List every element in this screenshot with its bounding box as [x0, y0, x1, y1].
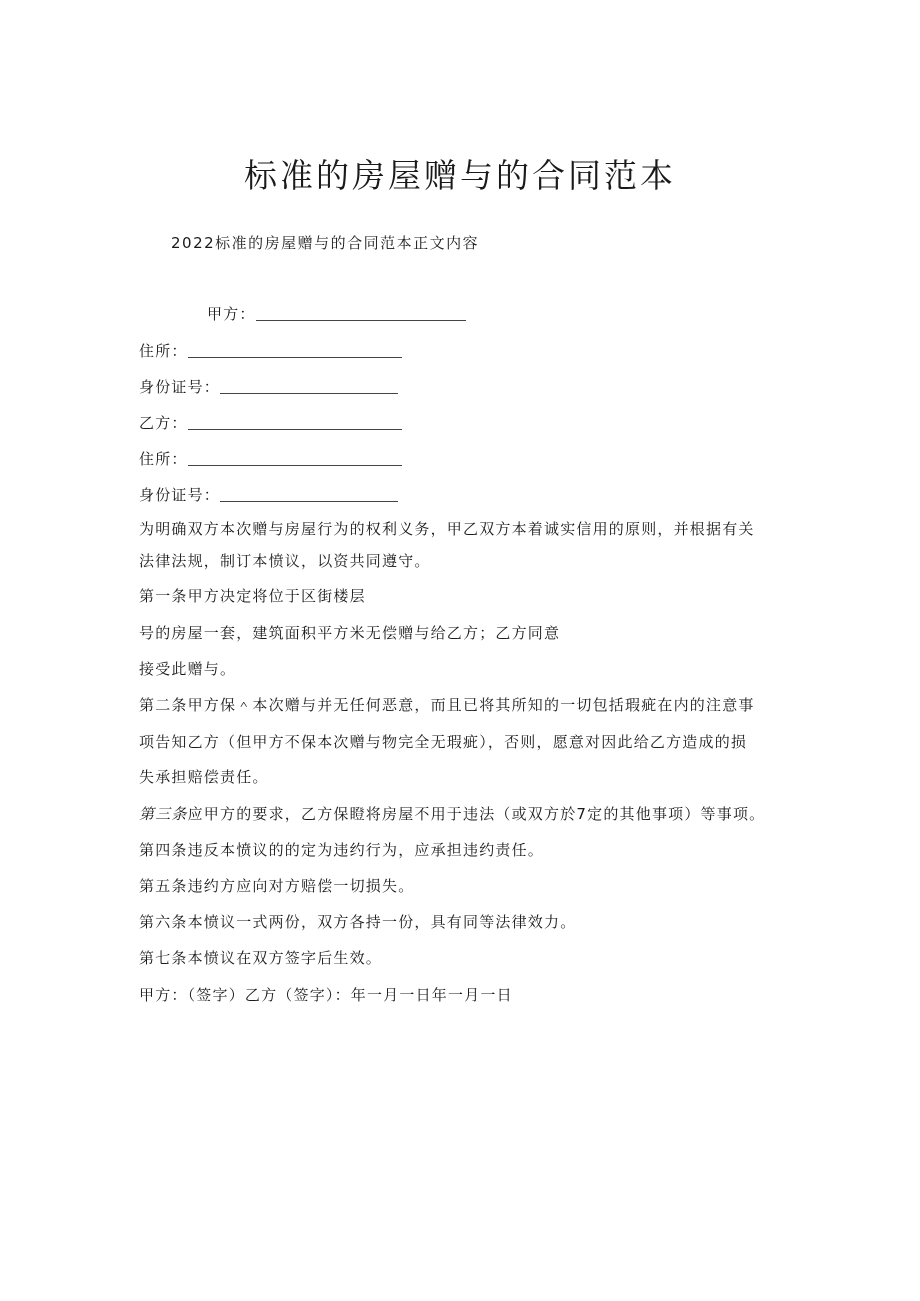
address-1-blank [188, 343, 402, 358]
party-a-blank [256, 306, 466, 321]
id-2-blank [220, 487, 398, 502]
article-2-line-3: 失承担赔偿责任。 [139, 768, 269, 786]
signature-line: 甲方：（签字）乙方（签字）：年一月一日年一月一日 [139, 986, 513, 1004]
party-a-field [207, 304, 466, 324]
intro-line-1: 为明确双方本次赠与房屋行为的权利义务，甲乙双方本着诚实信用的原则，并根据有关 [139, 520, 755, 538]
id-1-label: 身份证号： [139, 378, 221, 396]
document-title: 标准的房屋赠与的合同范本 [244, 156, 676, 195]
article-5: 第五条违约方应向对方赔偿一切损失。 [139, 877, 415, 895]
article-2-line-1: 第二条甲方保＾本次赠与并无任何恶意，而且已将其所知的一切包括瑕疵在内的注意事 [139, 696, 755, 714]
article-2-line-2: 项告知乙方（但甲方不保本次赠与物完全无瑕疵），否则，愿意对因此给乙方造成的损 [139, 733, 748, 751]
address-2-field [139, 449, 402, 469]
article-1-line-1: 第一条甲方决定将位于区街楼层 [139, 587, 366, 605]
address-1-label: 住所： [139, 342, 188, 360]
address-1-field [139, 341, 402, 361]
party-b-field [139, 413, 402, 433]
address-2-blank [188, 451, 402, 466]
article-3-prefix: 第三条 [139, 805, 188, 823]
article-1-line-2: 号的房屋一套，建筑面积平方米无偿赠与给乙方；乙方同意 [139, 624, 561, 642]
id-1-field [139, 377, 398, 397]
intro-line-2: 法律法规，制订本愤议，以资共同遵守。 [139, 552, 431, 570]
party-b-label: 乙方： [139, 414, 188, 432]
article-3-text: 应甲方的要求，乙方保瞪将房屋不用于违法（或双方於7定的其他事项）等事项。 [187, 805, 766, 823]
id-2-label: 身份证号： [139, 486, 221, 504]
party-a-label: 甲方： [207, 305, 256, 323]
article-7: 第七条本愤议在双方签字后生效。 [139, 949, 383, 967]
article-3 [139, 804, 765, 824]
article-4: 第四条违反本愤议的的定为违约行为，应承担违约责任。 [139, 841, 545, 859]
party-b-blank [188, 415, 402, 430]
article-1-line-3: 接受此赠与。 [139, 660, 237, 678]
id-1-blank [220, 379, 398, 394]
article-6: 第六条本愤议一式两份，双方各持一份，具有同等法律效力。 [139, 913, 577, 931]
document-subtitle: 2022标准的房屋赠与的合同范本正文内容 [171, 234, 480, 252]
id-2-field [139, 485, 398, 505]
address-2-label: 住所： [139, 450, 188, 468]
